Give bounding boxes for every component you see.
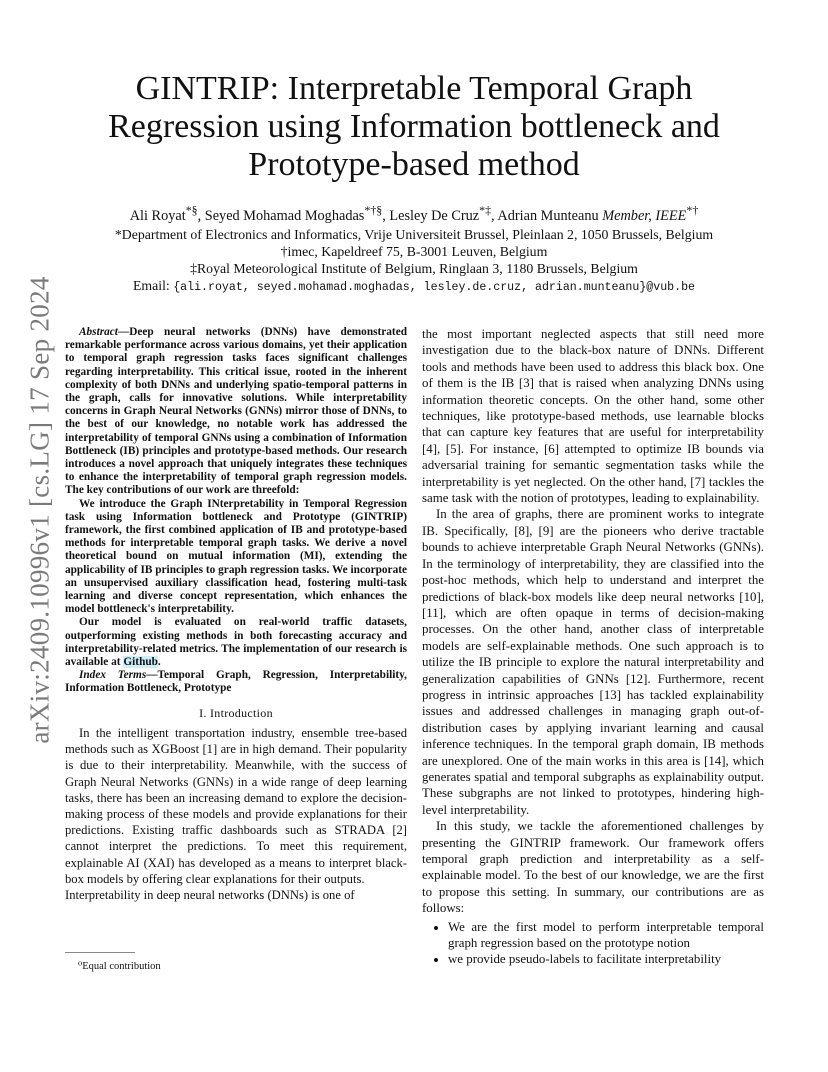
- affiliation-1: *Department of Electronics and Informatics, Vrije Universiteit Brussel, Pleinlaan 2, 1050 Brussels, Belgium: [114, 226, 714, 242]
- abstract-p3: Our model is evaluated on real-world traffic datasets, outperforming existing methods in both forecasting accuracy and interpretability-related metrics. The implementation of our research is available at Github.: [65, 616, 407, 669]
- contributions-list: [422, 919, 764, 968]
- affiliation-2: †imec, Kapeldreef 75, B-3001 Leuven, Belgium: [280, 243, 548, 259]
- footnote-divider: [65, 952, 135, 953]
- index-terms-text: —Temporal Graph, Regression, Interpretability, Information Bottleneck, Prototype: [65, 669, 407, 695]
- paper-title: GINTRIP: Interpretable Temporal Graph Regression using Information bottleneck and Prototype-based method: [108, 70, 720, 183]
- intro-paragraph-2-start: Interpretability in deep neural networks (DNNs) is one of: [65, 887, 355, 902]
- abstract-text-3: Our model is evaluated on real-world traffic datasets, outperforming existing methods in both forecasting accuracy and interpretability-related metrics. The implementation of our research is available at: [65, 616, 407, 669]
- list-item: • We are the first model to perform interpretable temporal graph regression based on the prototype notion: [448, 919, 764, 952]
- intro-paragraph-4: In this study, we tackle the aforementioned challenges by presenting the GINTRIP framework. Our framework offers temporal graph prediction and interpretability as a self-explainable model. To the best of our knowledge, we are the first to propose this setting. In summary, our contributions are as follows:: [422, 819, 764, 916]
- intro-paragraph-1: In the intelligent transportation industry, ensemble tree-based methods such as XGBoost [1] are in high demand. Their popularity is due to their interpretability. Meanwhile, with the success of Graph Neural Networks (GNNs) in a wide range of deep learning tasks, there has been an increasing demand to explore the decision-making process of these models and provide explanations for their predictions. Existing traffic dashboards such as STRADA [2] cannot interpret the predictions. To meet this requirement, explainable AI (XAI) has developed as a means to interpret black-box models by offering clear explanations for their outputs.: [65, 725, 407, 886]
- email-label: Email:: [132, 277, 174, 293]
- author-names: Ali Royat*§, Seyed Mohamad Moghadas*†§, Lesley De Cruz*‡, Adrian Munteanu Member, IEEE*†: [129, 203, 699, 224]
- footnote: ⁰Equal contribution: [78, 961, 161, 972]
- list-item: • we provide pseudo-labels to facilitate interpretability: [448, 951, 764, 967]
- arxiv-sidebar-stamp: [18, 276, 62, 744]
- abstract-text-1: —Deep neural networks (DNNs) have demonstrated remarkable performance across various domains, yet their application to temporal graph regression tasks faces significant challenges regarding interpretability. This critical issue, rooted in the inherent complexity of both DNNs and underlying spatio-temporal patterns in the graph, calls for innovative solutions. While interpretability concerns in Graph Neural Networks (GNNs) mirror those of DNNs, to the best of our knowledge, no notable work has addressed the interpretability of temporal GNNs using a combination of Information Bottleneck (IB) principles and prototype-based methods. Our research introduces a novel approach that uniquely integrates these techniques to enhance the interpretability of temporal graph regression models. The key contributions of our work are threefold:: [65, 326, 407, 497]
- affiliation-3: ‡Royal Meteorological Institute of Belgium, Ringlaan 3, 1180 Brussels, Belgium: [190, 260, 638, 276]
- index-terms-label: Index Terms: [79, 669, 147, 682]
- github-link[interactable]: Github: [123, 656, 158, 669]
- left-column: [65, 326, 407, 903]
- index-terms: [65, 669, 407, 695]
- intro-paragraph-2-cont: the most important neglected aspects that still need more investigation due to the black-box nature of DNNs. Different tools and methods have been used to address this black box. One of them is the IB [3] that is raised when analyzing DNNs using information theoretic concepts. On the other hand, some other techniques, like prototype-based methods, use learnable blocks that can capture key features that are useful for interpretability [4], [5]. For instance, [6] attempted to optimize IB bounds via adversarial training for semantic segmentation tasks while the interpretability is yet neglected. On the other hand, [7] tackles the same task with the notion of prototypes, leading to explainability.: [422, 327, 764, 506]
- abstract-label: Abstract: [79, 326, 118, 338]
- intro-paragraph-3: In the area of graphs, there are prominent works to integrate IB. Specifically, [8], [9] are the pioneers who derive tractable bounds to achieve interpretable Graph Neural Networks (GNNs). In the terminology of interpretability, they are classified into the post-hoc methods, which help to understand and interpret the predictions of black-box models like deep neural networks [10], [11], which are often opaque in terms of decision-making processes. On the other hand, another class of interpretable models are self-explainable methods. One such approach is to utilize the IB principle to explore the natural interpretability and generalization capabilities of GNNs [12]. Furthermore, recent progress in intrinsic approaches [13] has tackled explainability issues and addressed challenges in managing graph out-of-distribution cases by applying invariant learning and causal inference techniques. In the temporal graph domain, IB methods are unexplored. One of the main works in this area is [14], which generates spatial and temporal subgraphs as explainability output. These subgraphs are not linked to prototypes, hindering high-level interpretability.: [422, 507, 764, 817]
- section-heading-introduction: I. Introduction: [199, 705, 273, 720]
- email-line: [60, 277, 768, 296]
- email-addresses[interactable]: {ali.royat, seyed.mohamad.moghadas, lesley.de.cruz, adrian.munteanu}@vub.be: [173, 280, 696, 294]
- abstract-p1: [65, 326, 407, 498]
- abstract-p2: We introduce the Graph INterpretability in Temporal Regression task using Information bottleneck and Prototype (GINTRIP) framework, the first combined application of IB and prototype-based methods for interpretable temporal graph tasks. We derive a novel theoretical bound on mutual information (MI), extending the applicability of IB principles to graph regression tasks. We incorporate an unsupervised auxiliary classification head, fostering multi-task learning and diverse concept representation, which enhances the model bottleneck's interpretability.: [65, 497, 407, 616]
- author-block: [60, 202, 768, 296]
- arxiv-id: arXiv:2409.10996v1 [cs.LG] 17 Sep 2024: [24, 276, 55, 744]
- right-column: [422, 326, 764, 968]
